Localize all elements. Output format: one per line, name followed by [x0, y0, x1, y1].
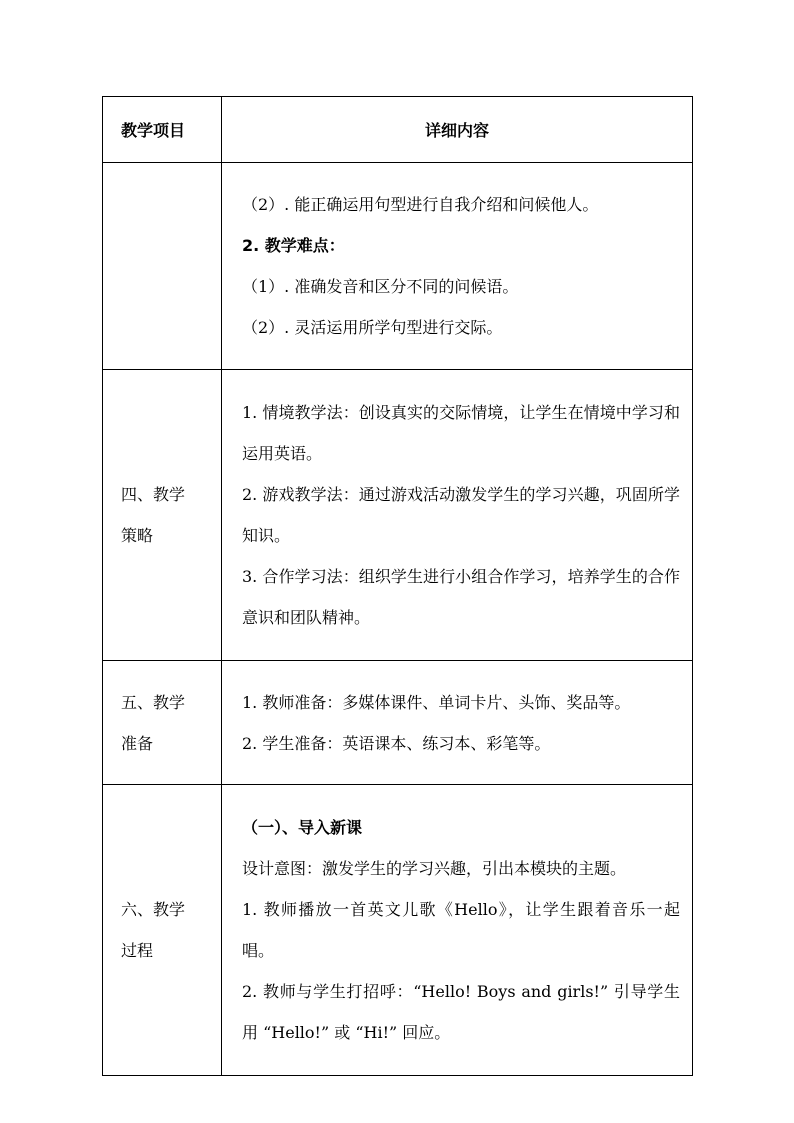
table-header-row — [103, 97, 693, 163]
row-label — [103, 661, 222, 785]
content-line: 1. 情境教学法：创设真实的交际情境，让学生在情境中学习和运用英语。 — [242, 403, 680, 463]
row-label-line: 策略 — [121, 526, 154, 545]
row-label — [103, 370, 222, 661]
table-row-preparation — [103, 661, 693, 785]
content-line: （2）. 灵活运用所学句型进行交际。 — [242, 318, 503, 337]
content-line: 设计意图：激发学生的学习兴趣，引出本模块的主题。 — [242, 859, 627, 878]
row-label-line: 六、教学 — [121, 900, 186, 919]
content-line: 1. 教师准备：多媒体课件、单词卡片、头饰、奖品等。 — [242, 692, 631, 712]
row-label-line: 准备 — [121, 733, 154, 753]
row-content — [222, 163, 693, 370]
content-line: 3. 合作学习法：组织学生进行小组合作学习，培养学生的合作意识和团队精神。 — [242, 567, 680, 627]
row-label — [103, 163, 222, 370]
content-line: 1. 教师播放一首英文儿歌《Hello》，让学生跟着音乐一起唱。 — [242, 900, 680, 960]
content-line: 2. 游戏教学法：通过游戏活动激发学生的学习兴趣，巩固所学知识。 — [242, 485, 680, 545]
content-line: 2. 学生准备：英语课本、练习本、彩笔等。 — [242, 733, 551, 753]
header-project: 教学项目 — [103, 97, 222, 163]
table-row-process — [103, 785, 693, 1076]
row-label — [103, 785, 222, 1076]
content-line: 2. 教师与学生打招呼：“Hello! Boys and girls!” 引导学生用 “Hello!” 或 “Hi!” 回应。 — [242, 982, 680, 1042]
header-details: 详细内容 — [222, 97, 693, 163]
row-label-line: 五、教学 — [121, 692, 186, 712]
content-heading: （一）、导入新课 — [242, 818, 363, 837]
content-line: （1）. 准确发音和区分不同的问候语。 — [242, 277, 519, 296]
lesson-plan-table — [102, 96, 693, 1076]
row-label-line: 四、教学 — [121, 485, 186, 504]
content-line: （2）. 能正确运用句型进行自我介绍和问候他人。 — [242, 195, 599, 214]
row-label-line: 过程 — [121, 941, 154, 960]
row-content — [222, 370, 693, 661]
table-row-difficulties — [103, 163, 693, 370]
table-row-strategy — [103, 370, 693, 661]
row-content — [222, 785, 693, 1076]
row-content — [222, 661, 693, 785]
content-heading: 2. 教学难点： — [242, 236, 345, 255]
